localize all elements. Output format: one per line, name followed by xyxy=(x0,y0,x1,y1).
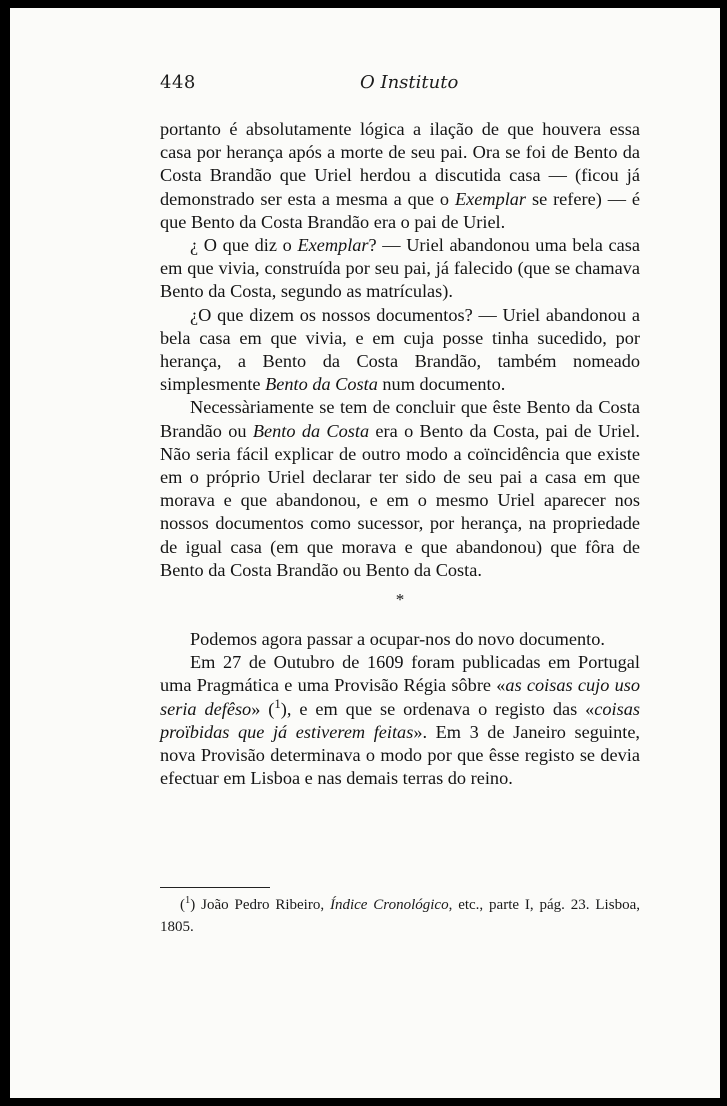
italic-text: as coisas cujo uso seria defêso xyxy=(160,675,640,719)
italic-text: Exemplar xyxy=(297,235,369,256)
text-run: ¿ O que diz o xyxy=(190,235,298,256)
text-run: ? — Uriel abandonou uma bela casa em que vivia, construída por seu pai, já falecido (que se chamava Bento da Costa, segundo as matrículas). xyxy=(160,235,640,302)
body-text xyxy=(160,118,640,790)
footnote-ref: 1 xyxy=(185,895,191,906)
italic-text: Bento da Costa xyxy=(265,374,378,395)
text-run: num documento. xyxy=(377,374,506,395)
book-page xyxy=(10,8,720,1098)
text-run: ) João Pedro Ribeiro, xyxy=(190,897,330,913)
section-separator: * xyxy=(395,590,405,610)
running-title: O Instituto xyxy=(360,72,459,93)
text-run: Em 27 de Outubro de 1609 foram publicadas em Portugal uma Pragmática e uma Provisão Régia sôbre « xyxy=(160,652,640,696)
italic-text: Bento da Costa xyxy=(252,420,370,441)
page-number: 448 xyxy=(160,72,196,93)
text-run: ), e em que se ordenava o registo das « xyxy=(280,698,595,719)
text-run: era o Bento da Costa, pai de Uriel. Não seria fácil explicar de outro modo a coïncidência que existe em o próprio Uriel declarar ter sido de seu pai a casa em que morava e que abandonou, e em o mesmo Uriel aparecer nos nossos documentos como sucessor, por herança, na propriedade de igual casa (em que morava e que abandonou) que fôra de Bento da Costa Brandão ou Bento da Costa. xyxy=(160,420,641,580)
text-run: Podemos agora passar a ocupar-nos do novo documento. xyxy=(190,629,605,650)
text-run: ( xyxy=(180,897,185,913)
italic-text: Índice Cronológico xyxy=(329,897,449,913)
footnote-divider xyxy=(160,887,270,888)
text-run: Necessàriamente se tem de concluir que êste Bento da Costa Brandão ou xyxy=(160,397,640,441)
paragraph xyxy=(160,651,640,790)
paragraph xyxy=(160,628,640,651)
text-run: ¿O que dizem os nossos documentos? — Uriel abandonou a bela casa em que vivia, e em cuja posse tinha sucedido, por herança, a Bento da Costa Brandão, também nomeado simplesmente xyxy=(160,304,640,395)
page-header xyxy=(160,72,640,102)
italic-text: coisas proïbidas que já estiverem feitas xyxy=(160,698,640,742)
text-run: ». Em 3 de Janeiro seguinte, nova Provisão determinava o modo por que êsse registo se devia efectuar em Lisboa e nas demais terras do reino. xyxy=(160,721,640,789)
italic-text: Exemplar xyxy=(454,188,527,209)
footnote-ref: 1 xyxy=(274,696,281,711)
paragraph xyxy=(160,304,640,397)
paragraph xyxy=(160,396,640,582)
text-run: portanto é absolutamente lógica a ilação de que houvera essa casa por herança após a morte de seu pai. Ora se foi de Bento da Costa Brandão que Uriel herdou a discutida casa — (ficou já demonstrado ser esta a mesma a que o xyxy=(160,119,640,209)
text-run: se refere) — é que Bento da Costa Brandão era o pai de Uriel. xyxy=(160,188,640,232)
paragraph xyxy=(160,118,640,234)
text-run: » ( xyxy=(251,698,275,719)
paragraph xyxy=(160,234,640,304)
text-run: , etc., parte I, pág. 23. Lisboa, 1805. xyxy=(160,897,640,935)
footnote xyxy=(160,894,640,938)
